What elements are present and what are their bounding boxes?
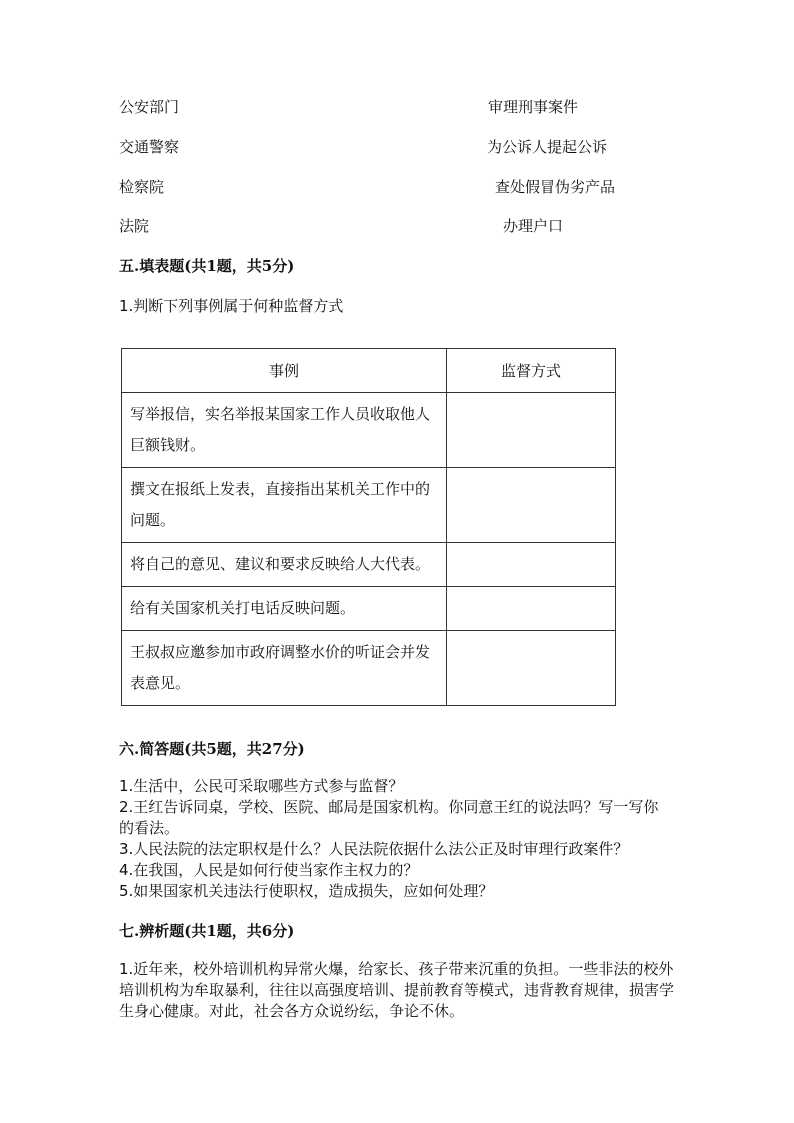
table-cell-answer[interactable] bbox=[447, 587, 616, 631]
match-right-1: 审理刑事案件 bbox=[488, 98, 579, 116]
section6-question-3: 3.人民法院的法定职权是什么？人民法院依据什么法公正及时审理行政案件？ bbox=[119, 840, 629, 858]
table-row bbox=[122, 587, 616, 631]
match-left-3: 检察院 bbox=[119, 178, 165, 196]
table-row bbox=[122, 468, 616, 543]
table-header-method: 监督方式 bbox=[447, 349, 616, 393]
section7-heading: 七.辨析题(共1题，共6分) bbox=[119, 922, 295, 940]
section6-question-5: 5.如果国家机关违法行使职权，造成损失，应如何处理？ bbox=[119, 882, 494, 900]
table-cell-case: 将自己的意见、建议和要求反映给人大代表。 bbox=[122, 543, 447, 587]
match-right-3: 查处假冒伪劣产品 bbox=[495, 178, 616, 196]
section5-question: 1.判断下列事例属于何种监督方式 bbox=[119, 297, 344, 315]
section6-question-1: 1.生活中，公民可采取哪些方式参与监督？ bbox=[119, 777, 404, 795]
table-cell-case: 给有关国家机关打电话反映问题。 bbox=[122, 587, 447, 631]
table-cell-case: 撰文在报纸上发表，直接指出某机关工作中的问题。 bbox=[122, 468, 447, 543]
table-header-case: 事例 bbox=[122, 349, 447, 393]
section6-heading: 六.简答题(共5题，共27分) bbox=[119, 740, 305, 758]
match-left-1: 公安部门 bbox=[119, 98, 180, 116]
table-header-row bbox=[122, 349, 616, 393]
match-left-2: 交通警察 bbox=[119, 138, 180, 156]
table-cell-case: 王叔叔应邀参加市政府调整水价的听证会并发表意见。 bbox=[122, 631, 447, 706]
match-left-4: 法院 bbox=[119, 217, 150, 235]
supervision-table bbox=[121, 348, 616, 706]
match-right-4: 办理户口 bbox=[503, 217, 564, 235]
table-cell-case: 写举报信，实名举报某国家工作人员收取他人巨额钱财。 bbox=[122, 393, 447, 468]
table-cell-answer[interactable] bbox=[447, 468, 616, 543]
table-cell-answer[interactable] bbox=[447, 393, 616, 468]
table-row bbox=[122, 631, 616, 706]
table-row bbox=[122, 543, 616, 587]
section7-question: 1.近年来，校外培训机构异常火爆，给家长、孩子带来沉重的负担。一些非法的校外培训机构为牟取暴利，往往以高强度培训、提前教育等模式，违背教育规律，损害学生身心健康。对此，社会各方众说纷纭，争论不休。 bbox=[119, 960, 675, 1020]
table-cell-answer[interactable] bbox=[447, 631, 616, 706]
match-right-2: 为公诉人提起公诉 bbox=[487, 138, 608, 156]
section6-question-4: 4.在我国，人民是如何行使当家作主权力的？ bbox=[119, 861, 419, 879]
section5-heading: 五.填表题(共1题，共5分) bbox=[119, 257, 295, 275]
section6-question-2: 2.王红告诉同桌，学校、医院、邮局是国家机构。你同意王红的说法吗？写一写你的看法。 bbox=[119, 798, 659, 837]
table-cell-answer[interactable] bbox=[447, 543, 616, 587]
table-row bbox=[122, 393, 616, 468]
